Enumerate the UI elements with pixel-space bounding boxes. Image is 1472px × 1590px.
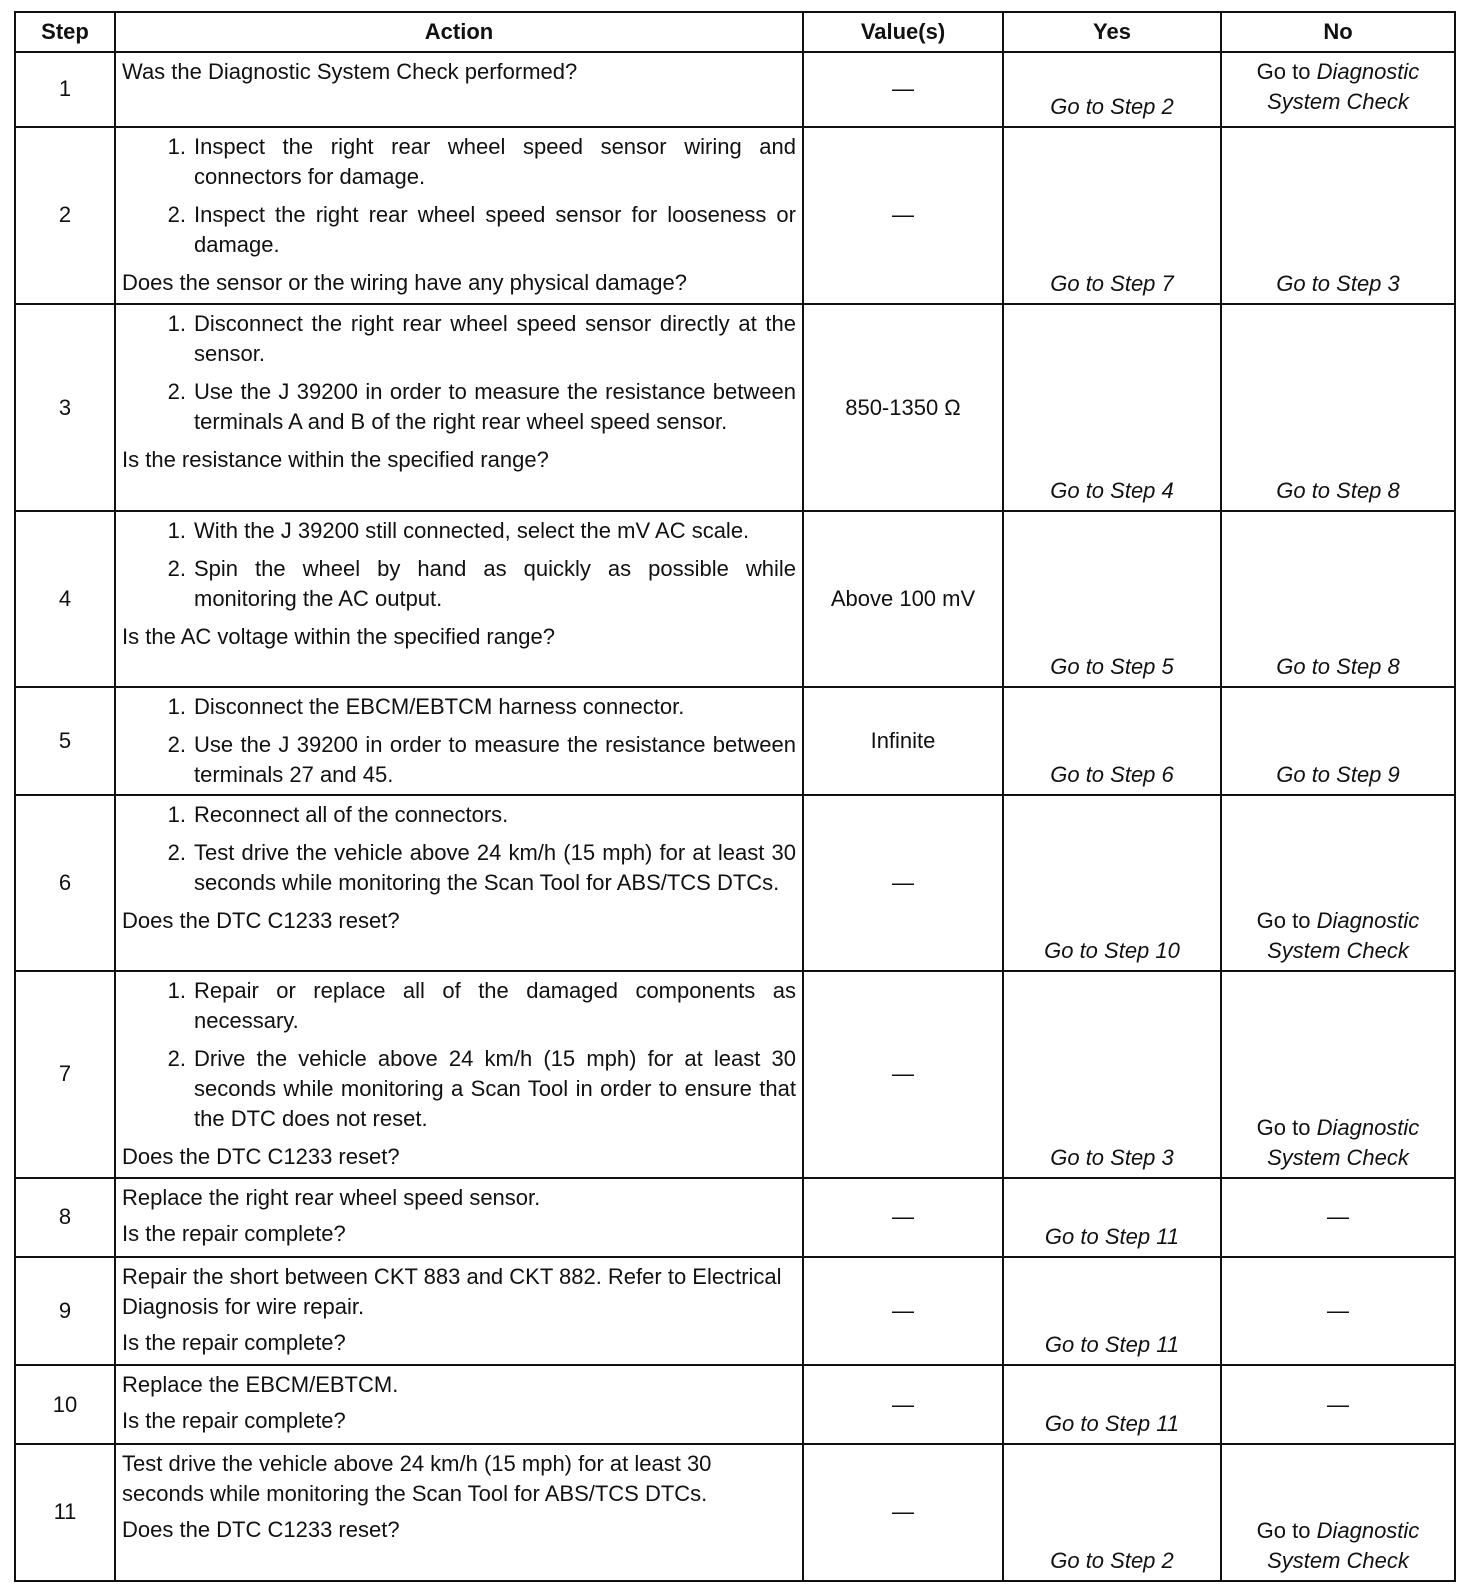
item-text: Disconnect the EBCM/EBTCM harness connector.	[194, 693, 685, 719]
item-number: 2.	[167, 556, 186, 582]
diagnostic-table	[14, 11, 1456, 1582]
step-number: 1	[15, 52, 115, 127]
value-cell: —	[803, 1365, 1003, 1444]
yes-cell: Go to Step 2	[1003, 1444, 1221, 1581]
value-cell: Infinite	[803, 687, 1003, 796]
value-cell: —	[803, 1444, 1003, 1581]
action-cell	[115, 1257, 803, 1366]
no-line2: System Check	[1267, 937, 1409, 963]
step-number: 5	[15, 687, 115, 796]
item-number: 1.	[167, 518, 186, 544]
table-row	[15, 1257, 1455, 1366]
yes-cell: Go to Step 7	[1003, 127, 1221, 304]
no-italic: Diagnostic	[1316, 59, 1420, 85]
list-item	[122, 838, 796, 898]
no-prefix: Go to	[1256, 907, 1317, 933]
no-cell: Go to Step 8	[1221, 304, 1455, 511]
step-number: 6	[15, 795, 115, 970]
value-cell: —	[803, 1257, 1003, 1366]
step-number: 4	[15, 511, 115, 686]
list-item	[122, 976, 796, 1036]
no-line2: System Check	[1267, 1548, 1409, 1573]
value-cell: —	[803, 127, 1003, 304]
action-cell	[115, 687, 803, 796]
action-text: Replace the EBCM/EBTCM.	[122, 1372, 399, 1398]
question-text: Is the resistance within the specified range?	[122, 446, 549, 472]
list-item	[122, 516, 796, 546]
question-text: Is the AC voltage within the specified range?	[122, 624, 555, 650]
yes-cell: Go to Step 11	[1003, 1257, 1221, 1366]
no-cell	[1221, 971, 1455, 1178]
yes-cell: Go to Step 10	[1003, 795, 1221, 970]
yes-cell: Go to Step 5	[1003, 511, 1221, 686]
question-text: Does the DTC C1233 reset?	[122, 908, 400, 934]
table-row	[15, 687, 1455, 796]
value-cell: —	[803, 795, 1003, 970]
no-cell: —	[1221, 1365, 1455, 1444]
no-italic: Diagnostic	[1316, 1115, 1420, 1141]
no-prefix: Go to	[1256, 1115, 1317, 1141]
header-yes: Yes	[1003, 12, 1221, 52]
header-step: Step	[15, 12, 115, 52]
action-cell	[115, 1178, 803, 1257]
action-list	[122, 132, 796, 260]
item-text: Drive the vehicle above 24 km/h (15 mph) for at least 30 seconds while monitoring a Scan Tool in order to ensure that the DTC does not reset.	[194, 1045, 796, 1131]
list-item	[122, 730, 796, 790]
list-item	[122, 309, 796, 369]
item-text: Use the J 39200 in order to measure the resistance between terminals 27 and 45.	[194, 731, 796, 787]
yes-cell: Go to Step 3	[1003, 971, 1221, 1178]
item-text: Repair or replace all of the damaged components as necessary.	[194, 977, 796, 1033]
item-text: Inspect the right rear wheel speed sensor for looseness or damage.	[194, 201, 796, 257]
item-text: Test drive the vehicle above 24 km/h (15 mph) for at least 30 seconds while monitoring the Scan Tool for ABS/TCS DTCs.	[194, 840, 796, 896]
no-cell: Go to Step 3	[1221, 127, 1455, 304]
value-cell: 850-1350 Ω	[803, 304, 1003, 511]
list-item	[122, 200, 796, 260]
table-row	[15, 304, 1455, 511]
table-row	[15, 1178, 1455, 1257]
step-number: 7	[15, 971, 115, 1178]
list-item	[122, 132, 796, 192]
value-cell: —	[803, 1178, 1003, 1257]
header-action: Action	[115, 12, 803, 52]
question-text: Is the repair complete?	[122, 1221, 346, 1247]
item-number: 1.	[167, 693, 186, 719]
step-number: 3	[15, 304, 115, 511]
item-number: 1.	[167, 802, 186, 828]
yes-cell: Go to Step 11	[1003, 1365, 1221, 1444]
step-number: 8	[15, 1178, 115, 1257]
table-row	[15, 1444, 1455, 1581]
action-text: Replace the right rear wheel speed sensor.	[122, 1185, 541, 1211]
action-cell	[115, 971, 803, 1178]
action-list	[122, 692, 796, 790]
step-number: 11	[15, 1444, 115, 1581]
item-number: 1.	[167, 977, 186, 1003]
header-value: Value(s)	[803, 12, 1003, 52]
no-italic: Diagnostic	[1316, 907, 1420, 933]
action-list	[122, 516, 796, 614]
item-text: Reconnect all of the connectors.	[194, 802, 509, 828]
no-line2: System Check	[1267, 1145, 1409, 1171]
action-list	[122, 800, 796, 898]
item-number: 2.	[167, 731, 186, 757]
no-cell	[1221, 795, 1455, 970]
list-item	[122, 1044, 796, 1134]
action-cell	[115, 127, 803, 304]
action-cell	[115, 52, 803, 127]
no-line2: System Check	[1267, 89, 1409, 115]
list-item	[122, 554, 796, 614]
no-cell: Go to Step 8	[1221, 511, 1455, 686]
action-cell	[115, 795, 803, 970]
no-cell: —	[1221, 1257, 1455, 1366]
question-text: Does the DTC C1233 reset?	[122, 1143, 400, 1169]
item-number: 2.	[167, 1045, 186, 1071]
no-cell: —	[1221, 1178, 1455, 1257]
table-row	[15, 795, 1455, 970]
action-cell	[115, 511, 803, 686]
value-cell: —	[803, 971, 1003, 1178]
step-number: 10	[15, 1365, 115, 1444]
question-text: Does the DTC C1233 reset?	[122, 1516, 400, 1542]
action-cell	[115, 1365, 803, 1444]
list-item	[122, 692, 796, 722]
item-text: Disconnect the right rear wheel speed sensor directly at the sensor.	[194, 310, 796, 366]
action-text: Repair the short between CKT 883 and CKT 882. Refer to Electrical Diagnosis for wire repair.	[122, 1263, 782, 1319]
table-row	[15, 1365, 1455, 1444]
item-number: 2.	[167, 840, 186, 866]
no-cell	[1221, 52, 1455, 127]
item-text: Inspect the right rear wheel speed sensor wiring and connectors for damage.	[194, 133, 796, 189]
table-row	[15, 127, 1455, 304]
no-italic: Diagnostic	[1316, 1518, 1420, 1543]
action-list	[122, 976, 796, 1134]
no-cell	[1221, 1444, 1455, 1581]
list-item	[122, 800, 796, 830]
no-cell: Go to Step 9	[1221, 687, 1455, 796]
question-text: Is the repair complete?	[122, 1408, 346, 1434]
item-text: Use the J 39200 in order to measure the resistance between terminals A and B of the right rear wheel speed sensor.	[194, 378, 796, 434]
step-number: 9	[15, 1257, 115, 1366]
item-number: 1.	[167, 310, 186, 336]
item-number: 2.	[167, 378, 186, 404]
header-no: No	[1221, 12, 1455, 52]
question-text: Does the sensor or the wiring have any physical damage?	[122, 269, 687, 295]
table-row	[15, 52, 1455, 127]
item-number: 2.	[167, 201, 186, 227]
table-row	[15, 511, 1455, 686]
header-row	[15, 12, 1455, 52]
value-cell: —	[803, 52, 1003, 127]
table-row	[15, 971, 1455, 1178]
yes-cell: Go to Step 4	[1003, 304, 1221, 511]
action-text: Was the Diagnostic System Check performed?	[122, 59, 578, 84]
question-text: Is the repair complete?	[122, 1329, 346, 1355]
no-prefix: Go to	[1256, 59, 1317, 85]
yes-cell: Go to Step 2	[1003, 52, 1221, 127]
yes-cell: Go to Step 6	[1003, 687, 1221, 796]
action-list	[122, 309, 796, 437]
item-text: With the J 39200 still connected, select the mV AC scale.	[194, 518, 750, 544]
list-item	[122, 377, 796, 437]
yes-cell: Go to Step 11	[1003, 1178, 1221, 1257]
value-cell: Above 100 mV	[803, 511, 1003, 686]
item-number: 1.	[167, 133, 186, 159]
step-number: 2	[15, 127, 115, 304]
item-text: Spin the wheel by hand as quickly as possible while monitoring the AC output.	[194, 556, 796, 612]
action-text: Test drive the vehicle above 24 km/h (15 mph) for at least 30 seconds while monitoring the Scan Tool for ABS/TCS DTCs.	[122, 1450, 712, 1506]
action-cell	[115, 1444, 803, 1581]
no-prefix: Go to	[1256, 1518, 1317, 1543]
action-cell	[115, 304, 803, 511]
